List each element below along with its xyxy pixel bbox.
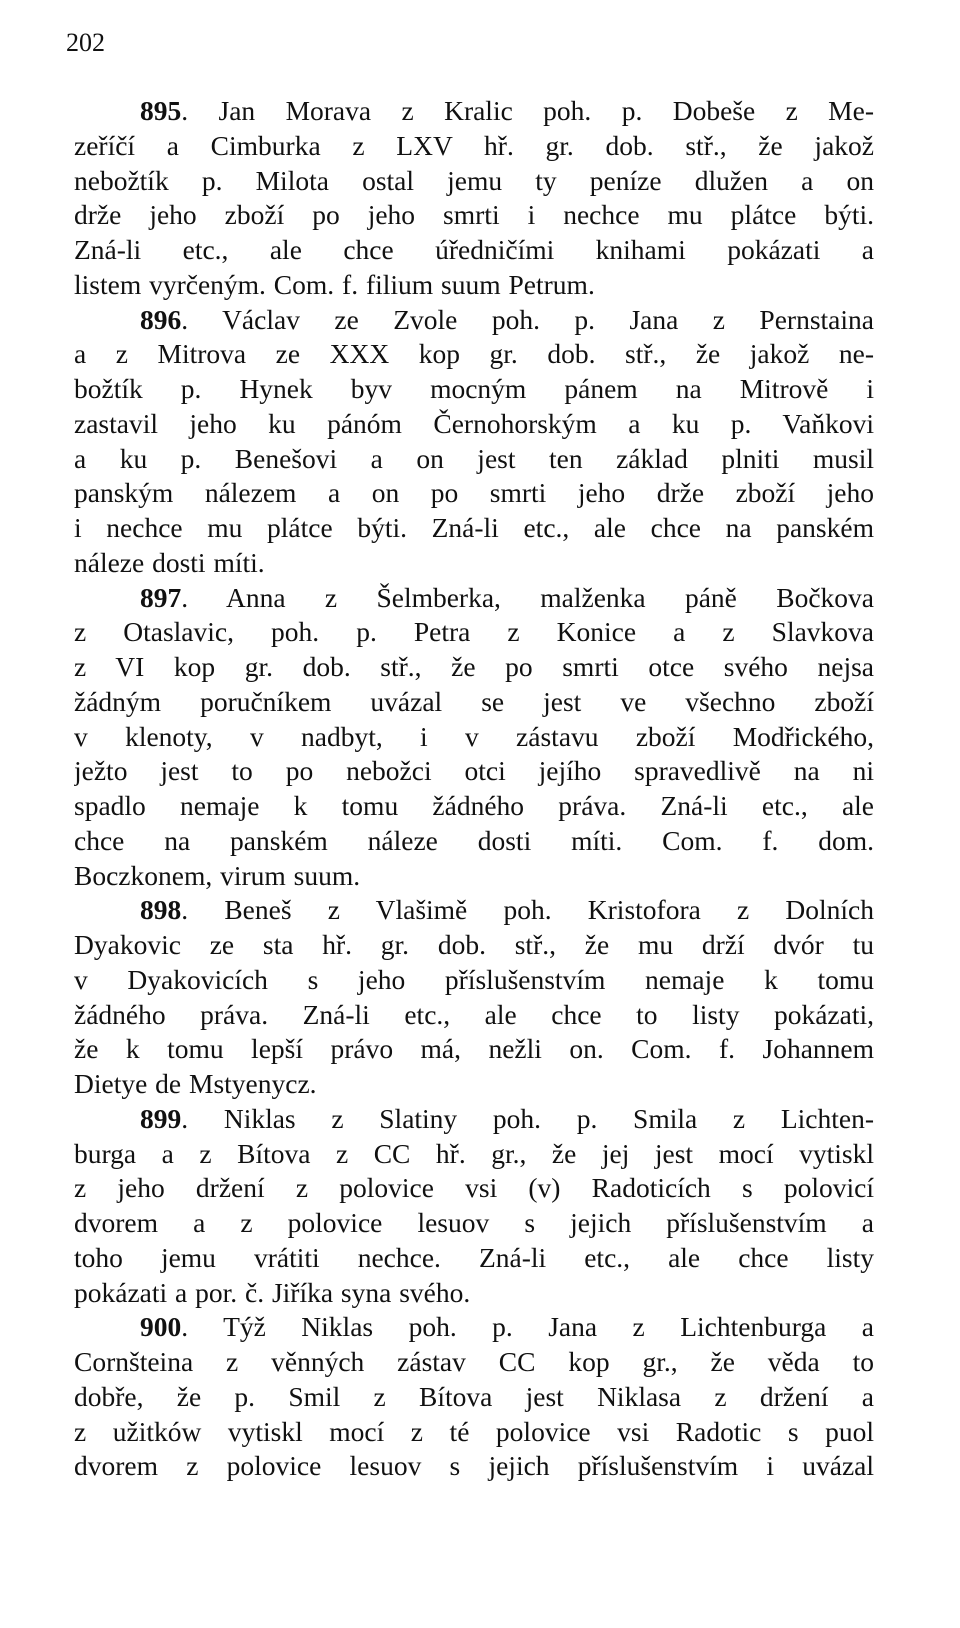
text-line: z užitków vytiskl mocí z té polovice vsi Radotic s puol [74, 1415, 874, 1447]
text-line: i nechce mu plátce býti. Zná-li etc., ale chce na panském [74, 512, 874, 543]
text-line: zeříčí a Cimburka z LXV hř. gr. dob. stř., že jakož [74, 129, 874, 161]
text-line: Dietye de Mstyenycz. [74, 1068, 317, 1099]
text-line: a z Mitrova ze XXX kop gr. dob. stř., že jakož ne- [74, 338, 874, 370]
text-line: z Otaslavic, poh. p. Petra z Konice a z Slavkova [74, 616, 874, 648]
text-line: zastavil jeho ku pánóm Černohorským a ku p. Vaňkovi [74, 407, 874, 439]
text-line: nebožtík p. Milota ostal jemu ty peníze dlužen a on [74, 164, 874, 196]
text-line: listem vyrčeným. Com. f. filium suum Petrum. [74, 268, 595, 300]
text-line: drže jeho zboží po jeho smrti i nechce mu plátce býti. [74, 199, 874, 231]
text-line: dvorem a z polovice lesuov s jejich příslušenstvím a [74, 1207, 874, 1238]
text-line [74, 1310, 874, 1345]
text-line [74, 893, 874, 928]
text-line: Boczkonem, virum suum. [74, 859, 361, 891]
text-line [74, 1102, 874, 1137]
entry-number: 899 [140, 1102, 182, 1134]
text-line: že k tomu lepší právo má, nežli on. Com. f. Johannem [74, 1033, 874, 1065]
text-line: panským nálezem a on po smrti jeho drže zboží jeho [74, 477, 874, 509]
entry-number: 898 [140, 894, 182, 926]
entry-number: 896 [140, 303, 182, 335]
text-line [74, 303, 874, 338]
text-line: Cornšteina z věnných zástav CC kop gr., že věda to [74, 1346, 874, 1377]
text-line: ježto jest to po nebožci otci jejího spravedlivě na ni [74, 755, 874, 787]
entry-text: . Beneš z Vlašimě poh. Kristofora z Dolních [181, 894, 874, 926]
entry-number: 895 [140, 95, 182, 126]
text-line [74, 581, 874, 616]
text-line: spadlo nemaje k tomu žádného práva. Zná-li etc., ale [74, 790, 874, 821]
text-line: toho jemu vrátiti nechce. Zná-li etc., ale chce listy [74, 1241, 874, 1273]
text-line: v klenoty, v nadbyt, i v zástavu zboží Modřického, [74, 720, 874, 752]
text-line: dvorem z polovice lesuov s jejich příslušenstvím i uvázal [74, 1450, 874, 1482]
text-line: dobře, že p. Smil z Bítova jest Niklasa z držení a [74, 1380, 874, 1412]
text-line: z jeho držení z polovice vsi (v) Radoticích s polovicí [74, 1172, 874, 1204]
entry-text: . Týž Niklas poh. p. Jana z Lichtenburga a [181, 1311, 874, 1343]
text-line: chce na panském náleze dosti míti. Com. f. dom. [74, 824, 874, 856]
text-line: pokázati a por. č. Jiříka syna svého. [74, 1276, 471, 1308]
text-line: v Dyakovicích s jeho příslušenstvím nemaje k tomu [74, 963, 874, 995]
entry-text: . Jan Morava z Kralic poh. p. Dobeše z Me- [181, 95, 874, 126]
entry-text: . Niklas z Slatiny poh. p. Smila z Lichten- [181, 1102, 874, 1134]
text-line: z VI kop gr. dob. stř., že po smrti otce svého nejsa [74, 651, 874, 682]
entry-text: . Anna z Šelmberka, malženka páně Bočkova [181, 581, 874, 613]
text-line: Dyakovic ze sta hř. gr. dob. stř., že mu drží dvór tu [74, 929, 874, 960]
entry-text: . Václav ze Zvole poh. p. Jana z Pernstaina [181, 303, 874, 335]
entry-number: 897 [140, 581, 182, 613]
entry-number: 900 [140, 1311, 182, 1343]
text-line: žádného práva. Zná-li etc., ale chce to listy pokázati, [74, 998, 874, 1030]
text-line [74, 94, 874, 129]
text-line: burga a z Bítova z CC hř. gr., že jej jest mocí vytiskl [74, 1137, 874, 1169]
text-line: božtík p. Hynek byv mocným pánem na Mitrově i [74, 373, 874, 404]
text-line: náleze dosti míti. [74, 546, 265, 578]
text-line: Zná-li etc., ale chce úředničími knihami pokázati a [74, 234, 874, 265]
text-line: a ku p. Benešovi a on jest ten základ plniti musil [74, 442, 874, 474]
page-number: 202 [66, 28, 105, 57]
text-line: žádným poručníkem uvázal se jest ve všechno zboží [74, 685, 874, 717]
text-body [74, 94, 874, 1484]
